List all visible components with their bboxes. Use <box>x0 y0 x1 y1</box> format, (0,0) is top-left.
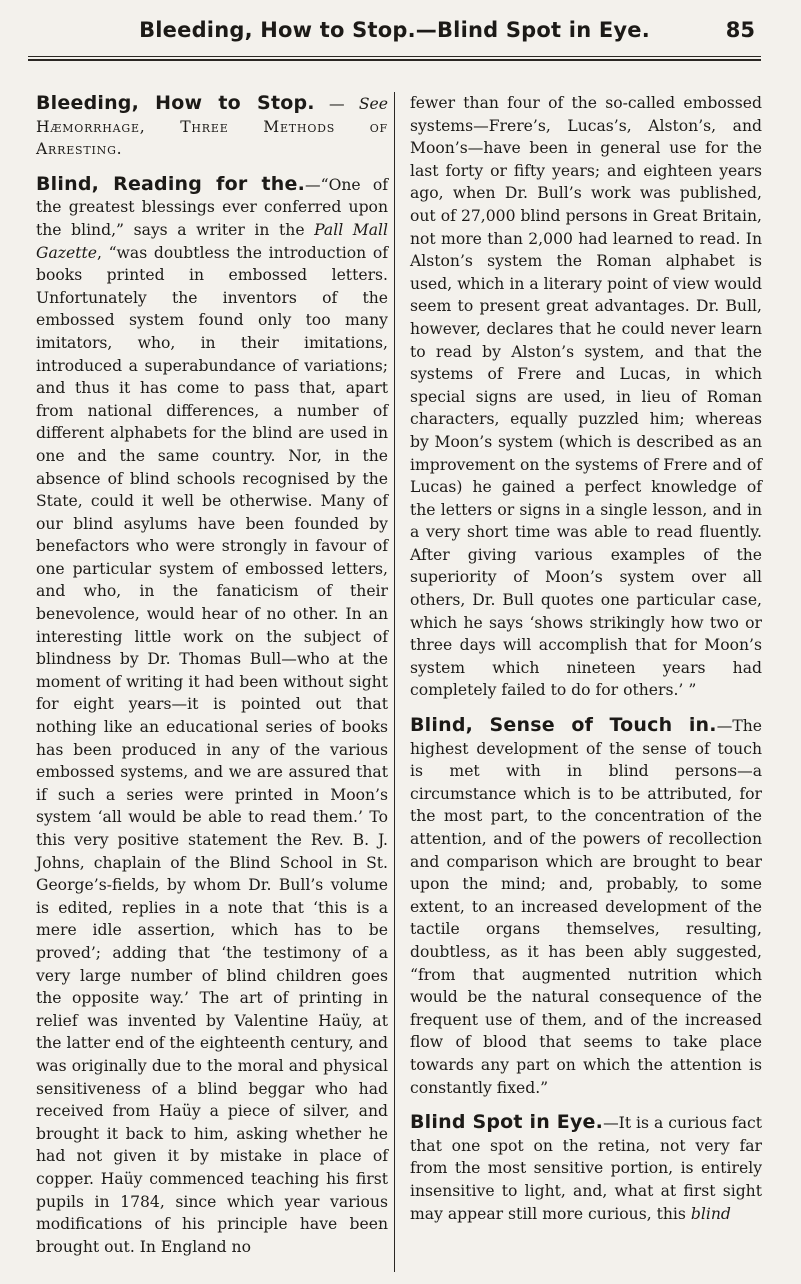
entry-heading-bleeding: Bleeding, How to Stop. <box>36 92 315 114</box>
see-label: See <box>358 95 388 113</box>
column-divider <box>394 92 395 1272</box>
entry-text: —It is a curious fact that one spot on the retina, not very far from the most sensitive portion, is entirely insensitive to light, and, what at first sight may appear still more curious, this <box>410 1114 762 1223</box>
running-head: Bleeding, How to Stop.—Blind Spot in Eye. <box>139 18 650 42</box>
entry-text: —The highest development of the sense of touch is met with in blind persons—a circumstance which is to be attributed, for the most part, to the concentration of the attention, and of the powers of recollection and comparison which are brought to bear upon the mind; and, probably, to some extent, to an increased development of the tactile organs themselves, resulting, doubtless, as it has been ably suggested, “from that augmented nutrition which would be the natural consequence of the frequent use of them, and of the increased flow of blood that seems to take place towards any part on which the attention is constantly fixed.” <box>410 717 762 1097</box>
entry-blind-reading-continued: fewer than four of the so-called embossed systems—Frere’s, Lucas’s, Alston’s, and Moon’s—have been in general use for the last forty or fifty years; and eighteen years ago, when Dr. Bull’s work was published, out of 27,000 blind persons in Great Britain, not more than 2,000 had learned to read. In Alston’s system the Roman alphabet is used, which in a literary point of view would seem to present great advantages. Dr. Bull, however, declares that he could never learn to read by Alston’s system, and that the systems of Frere and Lucas, in which special signs are used, in lieu of Roman characters, equally puzzled him; whereas by Moon’s system (which is described as an improvement on the systems of Frere and of Lucas) he gained a perfect knowledge of the letters or signs in a single lesson, and in a very short time was able to read fluently. After giving various examples of the superiority of Moon’s system over all others, Dr. Bull quotes one particular case, which he says ‘shows strikingly how two or three days will accomplish that for Moon’s system which nineteen years had completely failed to do for others.’ ” <box>410 94 762 700</box>
entry-text: —“One of the greatest blessings ever conferred upon the blind,” says a writer in the <box>36 175 388 239</box>
page-header <box>28 14 761 54</box>
source-title: Pall Mall Gazette <box>36 220 388 262</box>
entry-heading-blind-spot: Blind Spot in Eye. <box>410 1111 604 1134</box>
entry-blind-reading <box>36 173 388 1259</box>
entry-separator: — <box>314 95 359 113</box>
header-rule-thick <box>28 59 761 61</box>
left-column <box>36 92 388 1270</box>
entry-text-continued: , “was doubtless the introduction of books printed in embossed letters. Unfortunately the inventors of the embossed system found only too many imitators, who, in their imitations, introduced a superabundance of variations; and thus it has come to pass that, apart from national differences, a number of different alphabets for the blind are used in one and the same country. Nor, in the absence of blind schools recognised by the State, could it well be otherwise. Many of our blind asylums have been founded by benefactors who were strongly in favour of one particular system of embossed letters, and who, in the fanaticism of their benevolence, would hear of no other. In an interesting little work on the subject of blindness by Dr. Thomas Bull—who at the moment of writing it had been without sight for eight years—it is pointed out that nothing like an educational series of books has been produced in any of the various embossed systems, and we are assured that if such a series were printed in Moon’s system ‘all would be able to read them.’ To this very positive statement the Rev. B. J. Johns, chaplain of the Blind School in St. George’s-fields, by whom Dr. Bull’s volume is edited, replies in a note that ‘this is a mere idle assertion, which has to be proved’; adding that ‘the testimony of a very large number of blind children goes the opposite way.’ The art of printing in relief was invented by Valentine Haüy, at the latter end of the eighteenth century, and was originally due to the moral and physical sensitiveness of a blind beggar who had received from Haüy a piece of silver, and brought it back to him, asking whether he had not given it by mistake in place of copper. Haüy commenced teaching his first pupils in 1784, since which year various modifications of his principle have been brought out. In England no <box>36 243 388 1256</box>
page-number: 85 <box>725 18 755 42</box>
entry-heading-blind-touch: Blind, Sense of Touch in. <box>410 714 717 737</box>
header-rule <box>28 56 761 57</box>
entry-bleeding <box>36 92 388 161</box>
entry-heading-blind-reading: Blind, Reading for the. <box>36 172 306 195</box>
right-column <box>410 92 762 1237</box>
entry-blind-touch <box>410 714 762 1099</box>
italic-word: blind <box>690 1204 731 1223</box>
entry-blind-spot <box>410 1111 762 1225</box>
cross-reference: Hæmorrhage, Three Methods of Arresting. <box>36 117 388 159</box>
